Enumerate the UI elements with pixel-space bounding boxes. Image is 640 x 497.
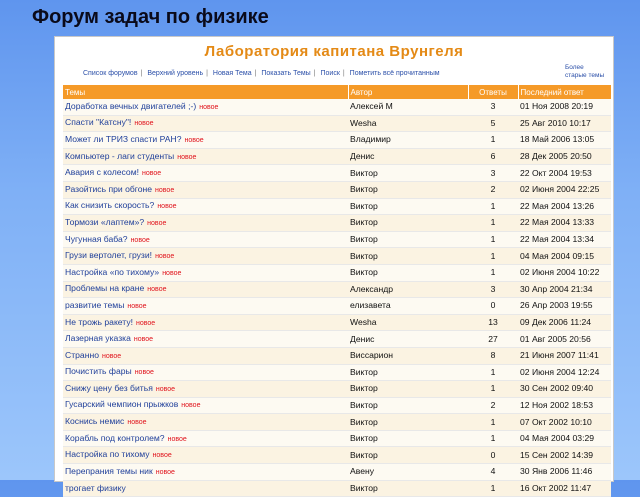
topic-link[interactable]: Почистить фары	[65, 366, 132, 377]
topic-cell	[63, 264, 348, 281]
topic-link[interactable]: трогает физику	[65, 482, 126, 493]
topic-cell	[63, 414, 348, 431]
table-row	[63, 347, 611, 364]
topic-cell	[63, 281, 348, 298]
col-replies: Ответы	[468, 85, 518, 99]
nav-search[interactable]: Поиск	[320, 70, 340, 77]
forum-nav: Список форумов | Верхний уровень | Новая Тема | Показать Темы | Поиск | Пометить всё прочитанным	[83, 70, 440, 77]
new-badge: новое	[155, 468, 175, 476]
topic-cell	[63, 231, 348, 248]
table-row	[63, 430, 611, 447]
new-badge: новое	[127, 302, 147, 310]
replies-cell: 3	[468, 165, 518, 182]
replies-cell: 1	[468, 215, 518, 232]
table-row	[63, 181, 611, 198]
topic-cell	[63, 215, 348, 232]
forum-window	[54, 36, 614, 493]
topic-cell	[63, 397, 348, 414]
new-badge: новое	[155, 385, 176, 393]
author-cell: Виктор	[348, 231, 468, 248]
replies-cell: 1	[468, 381, 518, 398]
replies-cell: 13	[468, 314, 518, 331]
table-row	[63, 331, 611, 348]
slide-title: Форум задач по физике	[32, 6, 269, 28]
col-author: Автор	[348, 85, 468, 99]
topic-link[interactable]: Гусарский чемпион прыжков	[65, 399, 179, 410]
replies-cell: 1	[468, 430, 518, 447]
replies-cell: 3	[468, 99, 518, 115]
topic-cell	[63, 148, 348, 165]
new-badge: новое	[134, 120, 154, 128]
replies-cell: 0	[468, 447, 518, 464]
topic-cell	[63, 480, 348, 497]
last-reply-cell: 30 Янв 2006 11:46	[518, 464, 611, 481]
col-last-reply: Последний ответ	[518, 85, 611, 99]
topic-cell	[63, 115, 348, 132]
author-cell: Виктор	[348, 364, 468, 381]
last-reply-cell: 02 Июня 2004 12:24	[518, 364, 611, 381]
topic-link[interactable]: Как снизить скорость?	[65, 200, 155, 211]
author-cell: Авену	[348, 464, 468, 481]
topic-link[interactable]: Разойтись при обгоне	[65, 183, 153, 194]
table-row	[63, 397, 611, 414]
author-cell: Wesha	[348, 314, 468, 331]
replies-cell: 3	[468, 281, 518, 298]
author-cell: Виктор	[348, 414, 468, 431]
topic-cell	[63, 165, 348, 182]
replies-cell: 6	[468, 148, 518, 165]
new-badge: новое	[147, 286, 167, 294]
replies-cell: 1	[468, 264, 518, 281]
last-reply-cell: 22 Мая 2004 13:34	[518, 231, 611, 248]
author-cell: Денис	[348, 148, 468, 165]
topic-cell	[63, 99, 348, 115]
last-reply-cell: 22 Мая 2004 13:33	[518, 215, 611, 232]
topic-cell	[63, 331, 348, 348]
topic-link[interactable]: Тормози «лаптем»?	[65, 216, 145, 227]
last-reply-cell: 22 Мая 2004 13:26	[518, 198, 611, 215]
table-row	[63, 264, 611, 281]
last-reply-cell: 01 Ноя 2008 20:19	[518, 99, 611, 115]
author-cell: Wesha	[348, 115, 468, 132]
author-cell: Виссарион	[348, 347, 468, 364]
topics-table	[63, 85, 612, 497]
topic-link[interactable]: Чугунная баба?	[65, 233, 128, 244]
last-reply-cell: 04 Мая 2004 09:15	[518, 248, 611, 265]
topic-link[interactable]: Компьютер - лаги студенты	[65, 150, 175, 161]
new-badge: новое	[133, 336, 154, 344]
topic-link[interactable]: развитие темы	[65, 299, 125, 310]
table-row	[63, 132, 611, 149]
last-reply-cell: 30 Сен 2002 09:40	[518, 381, 611, 398]
author-cell: Денис	[348, 331, 468, 348]
new-badge: новое	[162, 269, 182, 277]
author-cell: Виктор	[348, 397, 468, 414]
last-reply-cell: 18 Май 2006 13:05	[518, 132, 611, 149]
table-row	[63, 99, 611, 115]
table-row	[63, 148, 611, 165]
replies-cell: 2	[468, 181, 518, 198]
new-badge: новое	[142, 170, 162, 178]
topic-cell	[63, 464, 348, 481]
topic-link[interactable]: Не трожь ракету!	[65, 316, 134, 327]
replies-cell: 0	[468, 298, 518, 315]
author-cell: Виктор	[348, 447, 468, 464]
new-badge: новое	[155, 186, 175, 194]
last-reply-cell: 26 Апр 2003 19:55	[518, 298, 611, 315]
author-cell: Виктор	[348, 248, 468, 265]
replies-cell: 1	[468, 248, 518, 265]
topic-link[interactable]: Лазерная указка	[65, 333, 131, 344]
author-cell: Алексей М	[348, 99, 468, 115]
replies-cell: 4	[468, 464, 518, 481]
table-row	[63, 215, 611, 232]
older-topics-link[interactable]: Более старые темы	[565, 64, 605, 79]
last-reply-cell: 16 Окт 2002 11:47	[518, 480, 611, 497]
new-badge: новое	[127, 419, 147, 427]
replies-cell: 1	[468, 364, 518, 381]
forum-title: Лаборатория капитана Врунгеля	[204, 43, 464, 60]
replies-cell: 1	[468, 480, 518, 497]
topic-cell	[63, 314, 348, 331]
nav-top-level[interactable]: Верхний уровень	[147, 70, 204, 77]
topic-link[interactable]: Настройка «по тихому»	[65, 266, 160, 277]
new-badge: новое	[157, 203, 177, 211]
topic-link[interactable]: Странно	[65, 349, 99, 360]
last-reply-cell: 21 Июня 2007 11:41	[518, 347, 611, 364]
author-cell: Виктор	[348, 381, 468, 398]
last-reply-cell: 01 Авг 2005 20:56	[518, 331, 611, 348]
table-row	[63, 115, 611, 132]
table-row	[63, 248, 611, 265]
replies-cell: 1	[468, 132, 518, 149]
topics-body	[63, 99, 611, 497]
topic-link[interactable]: Грузи вертолет, грузи!	[65, 250, 153, 261]
replies-cell: 1	[468, 198, 518, 215]
new-badge: новое	[147, 219, 167, 227]
topic-link[interactable]: Доработка вечных двигателей ;-)	[65, 100, 197, 111]
author-cell: Виктор	[348, 181, 468, 198]
topic-cell	[63, 447, 348, 464]
table-row	[63, 381, 611, 398]
topic-cell	[63, 298, 348, 315]
topic-cell	[63, 347, 348, 364]
table-row	[63, 480, 611, 497]
table-row	[63, 464, 611, 481]
new-badge: новое	[181, 402, 201, 410]
topic-link[interactable]: Спасти "Катсну"!	[65, 117, 132, 128]
topic-link[interactable]: Может ли ТРИЗ спасти РАН?	[65, 133, 182, 144]
topic-cell	[63, 132, 348, 149]
table-row	[63, 364, 611, 381]
replies-cell: 1	[468, 231, 518, 248]
last-reply-cell: 09 Дек 2006 11:24	[518, 314, 611, 331]
author-cell: Александр	[348, 281, 468, 298]
last-reply-cell: 02 Июня 2004 22:25	[518, 181, 611, 198]
table-row	[63, 281, 611, 298]
new-badge: новое	[167, 435, 187, 443]
replies-cell: 27	[468, 331, 518, 348]
replies-cell: 8	[468, 347, 518, 364]
author-cell: Виктор	[348, 430, 468, 447]
new-badge: новое	[130, 236, 150, 244]
nav-forum-list[interactable]: Список форумов	[83, 70, 138, 77]
new-badge: новое	[152, 452, 172, 460]
new-badge: новое	[199, 103, 219, 111]
author-cell: Виктор	[348, 198, 468, 215]
topic-cell	[63, 198, 348, 215]
last-reply-cell: 04 Мая 2004 03:29	[518, 430, 611, 447]
new-badge: новое	[184, 136, 204, 144]
topic-link[interactable]: Коснись немис	[65, 416, 125, 427]
col-topic: Темы	[63, 85, 348, 99]
table-row	[63, 414, 611, 431]
last-reply-cell: 30 Апр 2004 21:34	[518, 281, 611, 298]
topics-header-row	[63, 85, 611, 99]
table-row	[63, 298, 611, 315]
author-cell: Виктор	[348, 264, 468, 281]
author-cell: Владимир	[348, 132, 468, 149]
last-reply-cell: 02 Июня 2004 10:22	[518, 264, 611, 281]
table-row	[63, 231, 611, 248]
topic-link[interactable]: Авария с колесом!	[65, 167, 139, 178]
topic-link[interactable]: Корабль под контролем?	[65, 432, 165, 443]
author-cell: Виктор	[348, 165, 468, 182]
table-row	[63, 447, 611, 464]
new-badge: новое	[136, 319, 156, 327]
last-reply-cell: 28 Дек 2005 20:50	[518, 148, 611, 165]
replies-cell: 1	[468, 414, 518, 431]
author-cell: елизавета	[348, 298, 468, 315]
new-badge: новое	[101, 352, 122, 360]
nav-new-topic[interactable]: Новая Тема	[212, 70, 252, 77]
topic-cell	[63, 381, 348, 398]
new-badge: новое	[155, 253, 175, 261]
topic-cell	[63, 181, 348, 198]
topic-cell	[63, 430, 348, 447]
topic-cell	[63, 364, 348, 381]
last-reply-cell: 15 Сен 2002 14:39	[518, 447, 611, 464]
topic-link[interactable]: Проблемы на кране	[65, 283, 145, 294]
new-badge: новое	[177, 153, 197, 161]
replies-cell: 5	[468, 115, 518, 132]
last-reply-cell: 07 Окт 2002 10:10	[518, 414, 611, 431]
author-cell: Виктор	[348, 480, 468, 497]
table-row	[63, 198, 611, 215]
last-reply-cell: 25 Авг 2010 10:17	[518, 115, 611, 132]
nav-mark-all-read[interactable]: Пометить всё прочитанным	[349, 70, 440, 77]
new-badge: новое	[134, 369, 154, 377]
replies-cell: 2	[468, 397, 518, 414]
last-reply-cell: 12 Ноя 2002 18:53	[518, 397, 611, 414]
topic-link[interactable]: Перепрания темы ник	[65, 465, 153, 476]
topic-link[interactable]: Снижу цену без битья	[65, 382, 153, 393]
nav-show-topics[interactable]: Показать Темы	[261, 70, 311, 77]
topic-link[interactable]: Настройка по тихому	[65, 449, 150, 460]
last-reply-cell: 22 Окт 2004 19:53	[518, 165, 611, 182]
table-row	[63, 165, 611, 182]
table-row	[63, 314, 611, 331]
topic-cell	[63, 248, 348, 265]
author-cell: Виктор	[348, 215, 468, 232]
